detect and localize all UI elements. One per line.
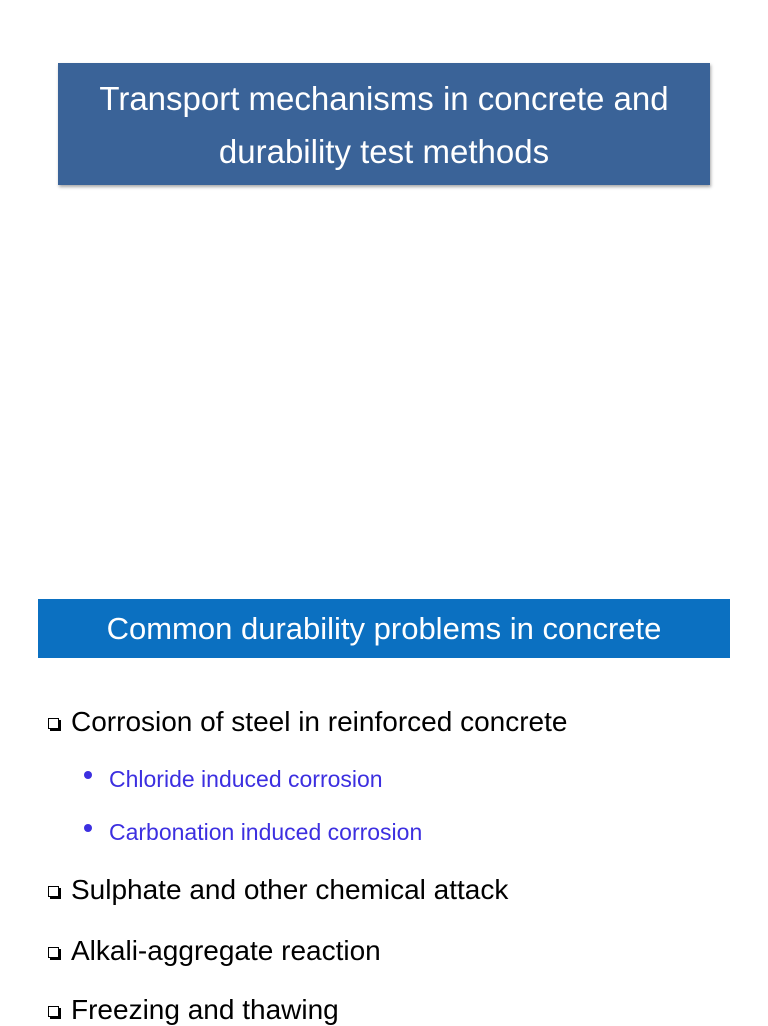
sub-list-item-text: Carbonation induced corrosion <box>109 819 423 845</box>
list-item <box>48 994 339 1026</box>
square-bullet-icon <box>48 947 59 958</box>
dot-bullet-icon <box>84 824 92 832</box>
sub-list-item <box>84 766 383 793</box>
dot-bullet-icon <box>84 771 92 779</box>
list-item <box>48 935 381 967</box>
list-item <box>48 706 567 738</box>
list-item-text: Alkali-aggregate reaction <box>71 935 381 966</box>
list-item <box>48 874 508 906</box>
square-bullet-icon <box>48 1006 59 1017</box>
square-bullet-icon <box>48 718 59 729</box>
section-header-title: Common durability problems in concrete <box>106 610 662 646</box>
slide-title: Transport mechanisms in concrete and durability test methods <box>99 80 669 170</box>
sub-list-item-text: Chloride induced corrosion <box>109 766 383 792</box>
sub-list-item <box>84 819 422 846</box>
list-item-text: Sulphate and other chemical attack <box>71 874 509 905</box>
list-item-text: Corrosion of steel in reinforced concrete <box>71 706 568 737</box>
list-item-text: Freezing and thawing <box>71 994 339 1025</box>
square-bullet-icon <box>48 886 59 897</box>
